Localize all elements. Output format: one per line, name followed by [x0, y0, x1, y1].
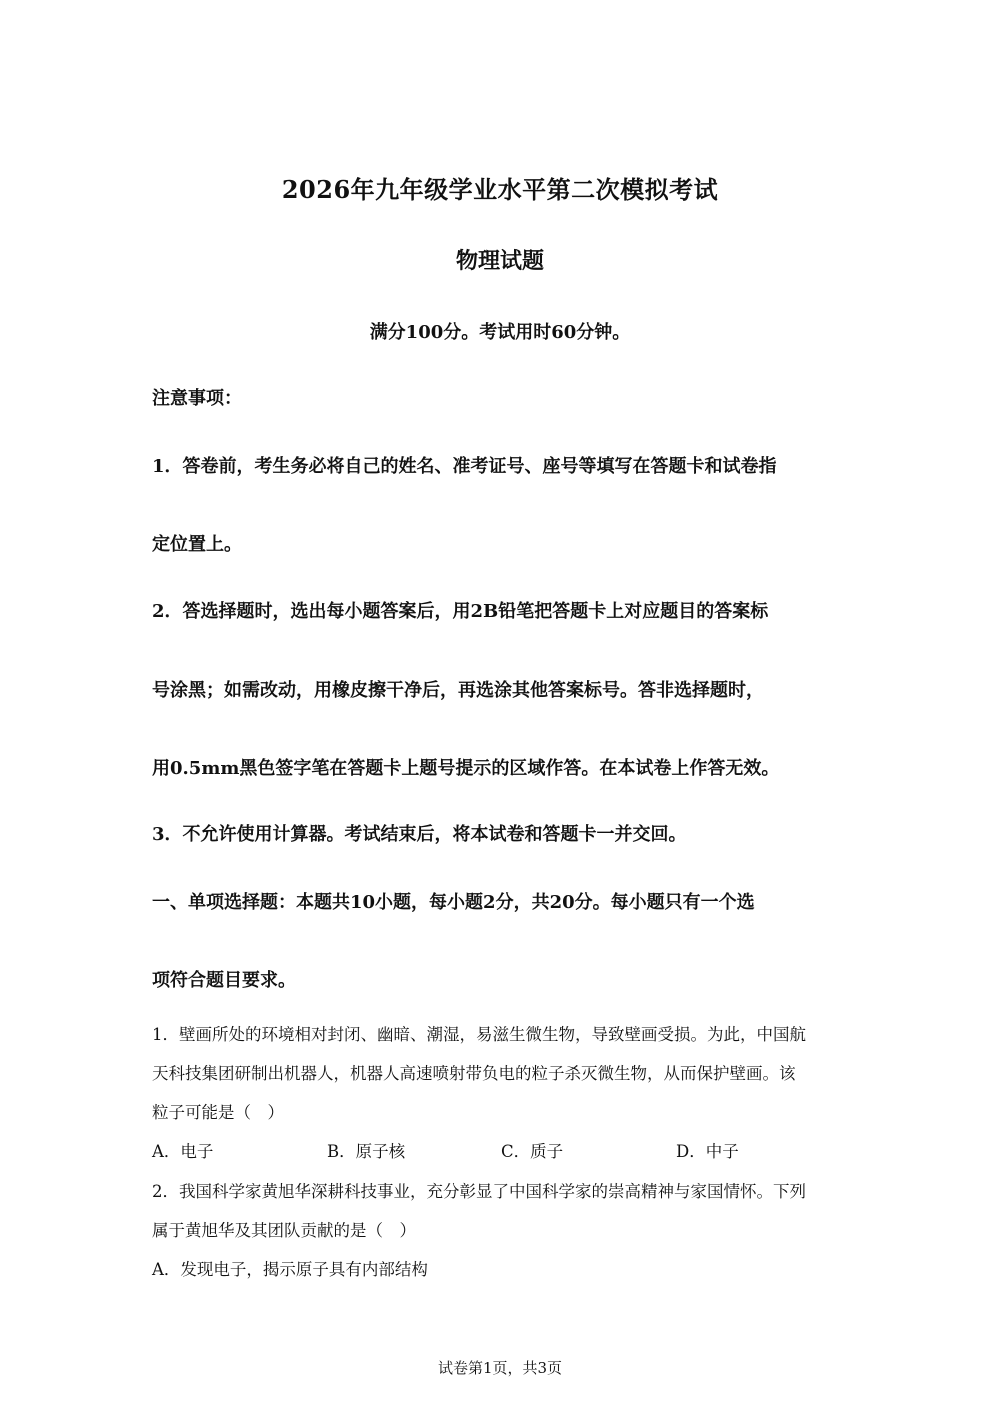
question-1-text: 天科技集团研制出机器人，机器人高速喷射带负电的粒子杀灭微生物，从而保护壁画。该 [152, 1064, 796, 1083]
note-line: 2．答选择题时，选出每小题答案后，用2B铅笔把答题卡上对应题目的答案标 [152, 601, 769, 622]
exam-title: 2026年九年级学业水平第二次模拟考试 [281, 175, 719, 204]
section-heading: 一、单项选择题：本题共10小题，每小题2分，共20分。每小题只有一个选 [152, 892, 755, 913]
notes-heading: 注意事项： [152, 388, 242, 409]
note-line: 1．答卷前，考生务必将自己的姓名、准考证号、座号等填写在答题卡和试卷指 [152, 456, 777, 477]
note-line: 号涂黑；如需改动，用橡皮擦干净后，再选涂其他答案标号。答非选择题时， [152, 680, 764, 701]
question-2-option-a: A．发现电子，揭示原子具有内部结构 [152, 1260, 428, 1279]
note-line: 定位置上。 [152, 534, 242, 555]
question-1-text: 粒子可能是（ ） [152, 1103, 284, 1122]
question-2-text: 属于黄旭华及其团队贡献的是（ ） [152, 1221, 416, 1240]
score-info: 满分100分。考试用时60分钟。 [369, 322, 631, 343]
note-line: 3．不允许使用计算器。考试结束后，将本试卷和答题卡一并交回。 [152, 824, 687, 845]
question-2-text: 2．我国科学家黄旭华深耕科技事业，充分彰显了中国科学家的崇高精神与家国情怀。下列 [152, 1182, 806, 1201]
question-1-option-d: D．中子 [676, 1142, 739, 1161]
note-line: 用0.5mm黑色签字笔在答题卡上题号提示的区域作答。在本试卷上作答无效。 [152, 758, 780, 779]
question-1-option-b: B．原子核 [327, 1142, 406, 1161]
question-1-option-a: A．电子 [152, 1142, 214, 1161]
section-heading: 项符合题目要求。 [152, 970, 296, 991]
page-footer: 试卷第1页，共3页 [437, 1359, 563, 1377]
subject-title: 物理试题 [455, 248, 544, 274]
question-1-text: 1．壁画所处的环境相对封闭、幽暗、潮湿，易滋生微生物，导致壁画受损。为此，中国航 [152, 1025, 806, 1044]
question-1-option-c: C．质子 [501, 1142, 564, 1161]
